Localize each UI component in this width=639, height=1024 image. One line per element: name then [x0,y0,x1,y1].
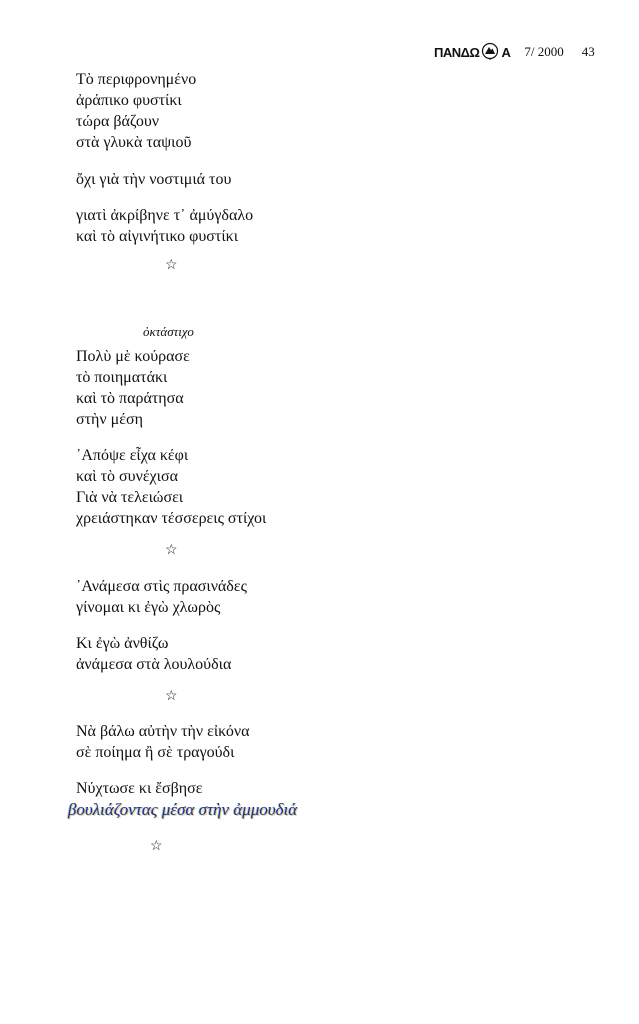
logo-text-right: Α [501,44,511,60]
poem-line: ὄχι γιὰ τὴν νοστιμιά του [76,171,232,188]
poem-line: ἀνάμεσα στὰ λουλούδια [76,656,232,673]
poem-line: Νὰ βάλω αὐτὴν τὴν εἰκόνα [76,723,250,740]
poem-line: καὶ τὸ αἰγινήτικο φυστίκι [76,228,239,245]
poem-line-highlighted: βουλιάζοντας μέσα στὴν ἀμμουδιά [68,800,298,819]
poem-line: σὲ ποίημα ἢ σὲ τραγούδι [76,744,235,761]
poem-line: γιατὶ ἀκρίβηνε τ᾽ ἀμύγδαλο [76,207,254,224]
poem-line: Πολὺ μὲ κούρασε [76,348,190,365]
poem-line: καὶ τὸ παράτησα [76,390,184,407]
star-separator-icon: ☆ [165,689,178,704]
issue-date: 7/ 2000 [524,44,564,59]
logo-text-left: ΠΑΝΔΩ [434,44,480,60]
star-separator-icon: ☆ [165,258,178,273]
magazine-logo [434,42,510,63]
poem-line: Τὸ περιφρονημένο [76,71,197,88]
poem-subtitle: ὀκτάστιχο [143,324,194,339]
poem-line: Νύχτωσε κι ἔσβησε [76,780,203,797]
poem-line: στὴν μέση [76,411,143,428]
poem-line: ᾽Απόψε εἶχα κέφι [76,447,189,464]
poem-line: τώρα βάζουν [76,113,160,130]
rock-in-circle-icon [481,42,499,63]
poem-line: ᾽Ανάμεσα στὶς πρασινάδες [76,578,247,595]
star-separator-icon: ☆ [165,543,178,558]
poem-line: γίνομαι κι ἐγὼ χλωρὸς [76,599,221,616]
poem-line: στὰ γλυκὰ ταψιοῦ [76,134,192,151]
poem-line: Γιὰ νὰ τελειώσει [76,489,184,506]
poem-line: τὸ ποιηματάκι [76,369,168,386]
poem-line: καὶ τὸ συνέχισα [76,468,178,485]
poem-line: Κι ἐγὼ ἀνθίζω [76,635,169,652]
star-separator-icon: ☆ [150,839,163,854]
page-number: 43 [581,44,595,59]
page-header [434,44,595,60]
poem-line: χρειάστηκαν τέσσερεις στίχοι [76,510,267,527]
poem-line: ἀράπικο φυστίκι [76,92,182,109]
